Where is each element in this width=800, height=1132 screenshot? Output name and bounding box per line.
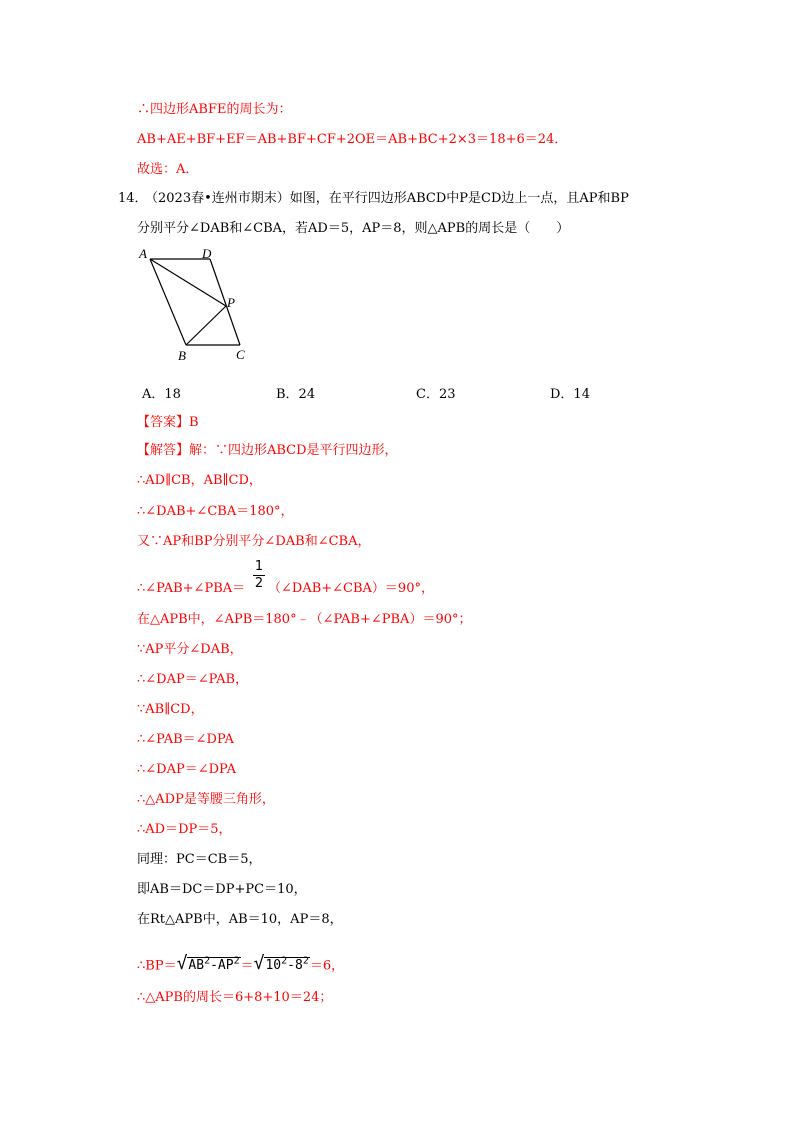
sqrt-exponent: 2 <box>281 956 288 967</box>
equals-sign: ＝ <box>240 958 254 974</box>
option-d: D．14 <box>550 387 590 402</box>
solution-line: 又∵AP和BP分别平分∠DAB和∠CBA， <box>137 534 371 549</box>
sqrt-expression-1: $√AB^2-AP^2$ <box>176 953 240 975</box>
fraction-one-half <box>253 560 265 591</box>
label-c: C <box>236 347 245 362</box>
option-a: A．18 <box>142 387 181 402</box>
solution-line: ∴∠DAB+∠CBA＝180°， <box>137 504 294 519</box>
sqrt-term: 10 <box>265 958 282 974</box>
solution-line: ∴△ADP是等腰三角形， <box>137 792 275 807</box>
edge-dc <box>210 259 240 345</box>
solution-line: 故选：A． <box>137 162 199 177</box>
solution-line: ∵AP平分∠DAB， <box>137 642 243 657</box>
segment-bp <box>186 306 226 345</box>
option-c: C．23 <box>416 387 456 402</box>
label-p: P <box>227 295 235 310</box>
bp-result: ＝6， <box>309 958 345 974</box>
solution-line: AB+AE+BF+EF＝AB+BF+CF+2OE＝AB+BC+2×3＝18+6＝24． <box>137 132 568 147</box>
solution-line: ∴∠PAB+∠PBA＝ <box>137 581 246 596</box>
question-text: （2023春•连州市期末）如图，在平行四边形ABCD中P是CD边上一点，且AP和BP <box>145 191 629 206</box>
label-a: A <box>139 246 147 261</box>
solution-line: 在Rt△APB中，AB＝10，AP＝8， <box>137 912 343 927</box>
solution-line: ∴AD＝DP＝5， <box>137 822 232 837</box>
question-text: 分别平分∠DAB和∠CBA，若AD＝5，AP＝8，则△APB的周长是（ ） <box>137 221 570 236</box>
sqrt-expression-2: $√10^2-8^2$ <box>253 953 309 975</box>
sqrt-term: -AP <box>210 958 234 974</box>
segment-ap <box>150 259 226 306</box>
solution-line: 在△APB中，∠APB＝180°﹣（∠PAB+∠PBA）＝90°； <box>137 612 472 627</box>
solution-line: 【解答】解：∵四边形ABCD是平行四边形， <box>137 443 398 458</box>
solution-line: （∠DAB+∠CBA）＝90°， <box>268 581 434 596</box>
option-b: B．24 <box>276 387 316 402</box>
solution-line: ∵AB∥CD， <box>137 702 204 717</box>
solution-line: ∴∠DAP＝∠PAB， <box>137 672 249 687</box>
solution-line: ∴∠DAP＝∠DPA <box>137 762 236 777</box>
sqrt-exponent: 2 <box>204 956 211 967</box>
label-b: B <box>178 348 186 363</box>
fraction-numerator: 1 <box>254 559 264 574</box>
sqrt-exponent: 2 <box>233 956 240 967</box>
edge-ba <box>150 259 186 345</box>
solution-line: 即AB＝DC＝DP+PC＝10， <box>137 882 307 897</box>
label-d: D <box>202 246 212 261</box>
solution-line: 同理：PC＝CB＝5， <box>137 852 262 867</box>
solution-line-bp <box>137 953 344 975</box>
solution-line: ∴△APB的周长＝6+8+10＝24； <box>137 990 333 1005</box>
sqrt-term: -8 <box>287 958 303 974</box>
sqrt-exponent: 2 <box>302 956 309 967</box>
bp-prefix: ∴BP＝ <box>137 958 177 974</box>
question-number: 14． <box>118 191 148 206</box>
answer-line: 【答案】B <box>137 415 199 430</box>
solution-line: ∴AD∥CB，AB∥CD， <box>137 473 262 488</box>
sqrt-term: AB <box>188 958 205 974</box>
fraction-denominator: 2 <box>254 576 264 591</box>
solution-line: ∴四边形ABFE的周长为： <box>137 102 292 117</box>
solution-line: ∴∠PAB＝∠DPA <box>137 732 234 747</box>
parallelogram-figure <box>136 245 256 367</box>
